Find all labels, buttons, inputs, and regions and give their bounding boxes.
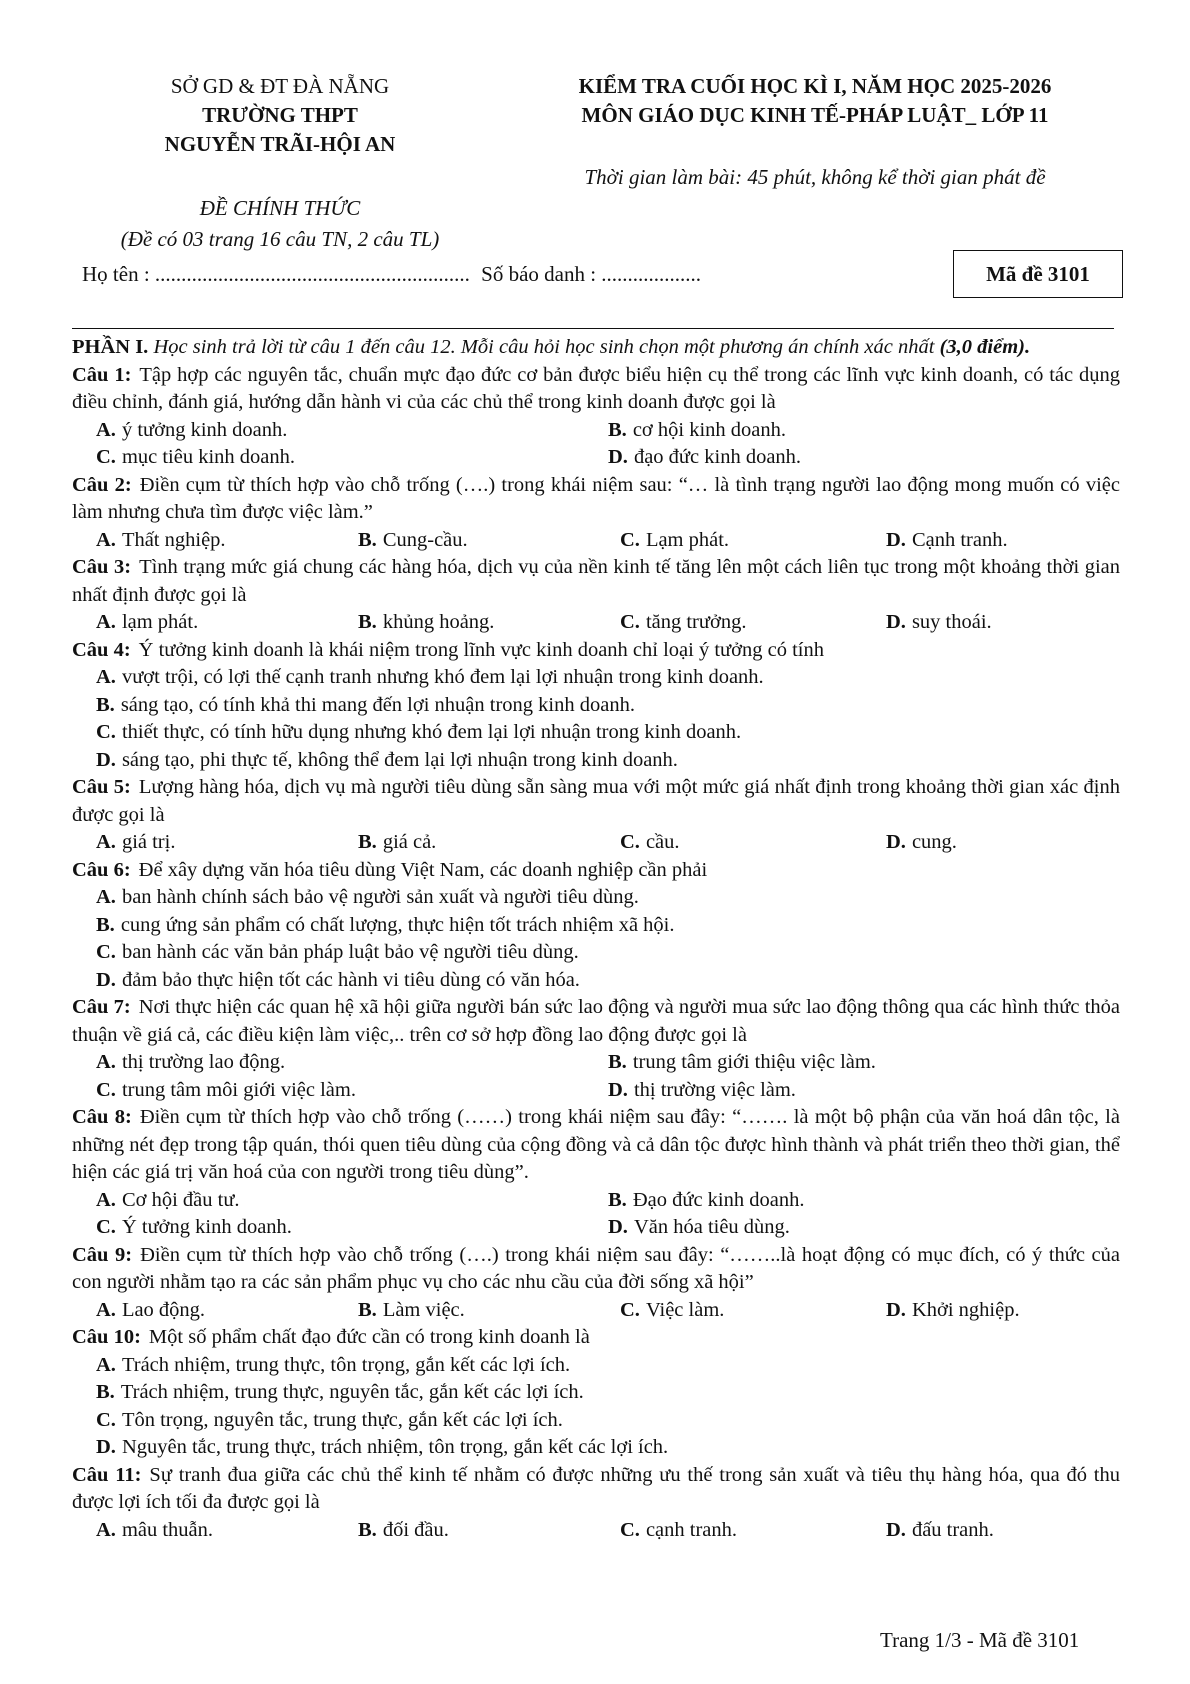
option-text: Lao động. [121,1298,206,1321]
school-header [100,72,460,159]
question-6 [72,857,1120,995]
student-info-line [82,262,701,287]
option-text: Làm việc. [382,1298,465,1321]
option-letter: B. [96,693,115,716]
option-text: thiết thực, có tính hữu dụng nhưng khó đem lại lợi nhuận trong kinh doanh. [121,721,742,743]
option-letter: A. [96,1188,116,1211]
option-text: ban hành chính sách bảo vệ người sản xuất và người tiêu dùng. [121,886,639,908]
question-3 [72,554,1120,637]
question-number: Câu 4: [72,638,131,661]
option-d [886,527,1116,555]
option-text: Tôn trọng, nguyên tắc, trung thực, gắn kết các lợi ích. [121,1408,563,1431]
option-b [72,1379,1120,1407]
question-stem [72,1104,1120,1187]
option-a [72,664,1120,692]
option-letter: D. [886,1298,906,1321]
question-text: Lượng hàng hóa, dịch vụ mà người tiêu dùng sẵn sàng mua với một mức giá nhất định trong khoảng thời gian xác định được gọi là [72,776,1120,826]
part-points: (3,0 điểm). [939,336,1031,358]
question-1 [72,362,1120,472]
option-b [358,609,620,637]
option-c [620,829,886,857]
question-number: Câu 2: [72,473,132,496]
option-a [72,884,1120,912]
question-8 [72,1104,1120,1242]
option-b [72,912,1120,940]
exam-code: Mã đề 3101 [986,261,1090,286]
options-row [72,609,1120,637]
option-d [886,1297,1116,1325]
option-letter: D. [96,748,116,771]
question-stem [72,1242,1120,1297]
option-text: Đạo đức kinh doanh. [632,1188,805,1211]
option-letter: C. [96,1216,116,1238]
option-b [358,527,620,555]
option-letter: C. [96,941,116,963]
question-9 [72,1242,1120,1325]
options-row [72,527,1120,555]
options-row [72,1077,1120,1105]
option-d [72,967,1120,995]
question-7 [72,994,1120,1104]
option-text: thị trường lao động. [121,1051,286,1073]
part-instruction [72,334,1120,362]
options-row [72,829,1120,857]
option-letter: C. [620,1518,640,1541]
question-2 [72,472,1120,555]
option-text: đấu tranh. [911,1518,994,1541]
official-note [100,193,460,255]
option-c [620,1517,886,1545]
option-letter: D. [608,1216,628,1238]
option-letter: D. [886,831,906,853]
exam-title: KIỂM TRA CUỐI HỌC KÌ I, NĂM HỌC 2025-2026 [578,74,1052,98]
question-4 [72,637,1120,775]
option-d [72,1434,1120,1462]
pages-note: (Đề có 03 trang 16 câu TN, 2 câu TL) [120,227,440,251]
question-stem [72,1462,1120,1517]
option-b [358,829,620,857]
option-text: vượt trội, có lợi thế cạnh tranh nhưng khó đem lại lợi nhuận trong kinh doanh. [121,666,764,688]
question-text: Điền cụm từ thích hợp vào chỗ trống (….) trong khái niệm sau: “… là tình trạng người lao động mong muốn có việc làm nhưng chưa tìm được việc làm.” [72,473,1120,523]
option-text: Thất nghiệp. [121,528,226,551]
option-c [72,719,1120,747]
option-text: Việc làm. [645,1298,725,1321]
question-text: Ý tưởng kinh doanh là khái niệm trong lĩnh vực kinh doanh chỉ loại ý tưởng có tính [138,638,824,661]
option-letter: A. [96,886,116,908]
option-text: ý tưởng kinh doanh. [121,418,288,441]
question-number: Câu 6: [72,858,131,881]
option-text: suy thoái. [911,611,992,633]
option-b [358,1297,620,1325]
name-field: Họ tên : ............................................................ [82,262,470,286]
option-b [608,1187,1120,1215]
school-name-line1: TRƯỜNG THPT [202,103,358,127]
question-number: Câu 3: [72,556,132,578]
option-letter: D. [886,528,906,551]
question-stem [72,1324,1120,1352]
option-letter: B. [358,611,377,633]
question-section [72,334,1120,1544]
option-text: đảm bảo thực hiện tốt các hành vi tiêu dùng có văn hóa. [121,968,580,991]
official-label: ĐỀ CHÍNH THỨC [199,196,361,220]
option-letter: A. [96,611,116,633]
options-row [72,417,1120,445]
option-a [96,417,608,445]
question-stem [72,362,1120,417]
divider [72,328,1114,329]
option-d [886,1517,1116,1545]
option-text: cơ hội kinh doanh. [632,418,786,441]
question-10 [72,1324,1120,1462]
option-b [608,417,1120,445]
option-letter: B. [358,1298,377,1321]
option-b [608,1049,1120,1077]
option-letter: D. [608,1078,628,1101]
question-number: Câu 5: [72,776,131,798]
question-number: Câu 8: [72,1106,132,1128]
option-d [72,747,1120,775]
option-text: tăng trưởng. [645,611,747,633]
option-c [96,444,608,472]
option-text: Nguyên tắc, trung thực, trách nhiệm, tôn trọng, gắn kết các lợi ích. [121,1436,669,1458]
option-text: Cạnh tranh. [911,528,1008,551]
options-row [72,1049,1120,1077]
option-letter: D. [886,1518,906,1541]
option-letter: B. [608,1188,627,1211]
options-row [72,1297,1120,1325]
option-text: Lạm phát. [645,528,730,551]
question-text: Nơi thực hiện các quan hệ xã hội giữa người bán sức lao động và người mua sức lao động thông qua các hình thức thỏa thuận về giá cả, các điều kiện làm việc,.. trên cơ sở hợp đồng lao động được gọi là [72,996,1120,1046]
option-letter: C. [620,528,640,551]
option-letter: C. [96,1078,116,1101]
department: SỞ GD & ĐT ĐÀ NẴNG [170,74,390,98]
option-text: cung. [911,831,957,853]
option-d [608,1214,1120,1242]
option-letter: B. [608,1051,627,1073]
option-letter: C. [620,831,640,853]
option-d [608,444,1120,472]
option-c [620,527,886,555]
option-text: trung tâm giới thiệu việc làm. [632,1051,876,1073]
option-text: Văn hóa tiêu dùng. [633,1216,790,1238]
question-stem [72,554,1120,609]
option-letter: A. [96,528,116,551]
option-text: trung tâm môi giới việc làm. [121,1078,356,1101]
option-text: lạm phát. [121,611,199,633]
option-text: giá cả. [382,831,437,853]
option-letter: A. [96,1353,116,1376]
option-c [620,1297,886,1325]
option-b [358,1517,620,1545]
option-text: cầu. [645,831,680,853]
option-c [96,1077,608,1105]
option-a [96,527,358,555]
option-letter: B. [358,831,377,853]
option-letter: B. [358,528,377,551]
option-letter: C. [620,1298,640,1321]
option-a [96,1297,358,1325]
exam-code-box [953,250,1123,298]
option-letter: D. [886,611,906,633]
option-text: đạo đức kinh doanh. [633,446,802,468]
option-letter: B. [96,1381,115,1403]
option-text: Ý tưởng kinh doanh. [121,1216,292,1238]
option-letter: A. [96,666,116,688]
part-text: Học sinh trả lời từ câu 1 đến câu 12. Mỗi câu hỏi học sinh chọn một phương án chính xác nhất [153,336,935,358]
question-stem [72,857,1120,885]
option-text: Khởi nghiệp. [911,1298,1020,1321]
candidate-number-field: Số báo danh : ................... [481,262,702,286]
question-text: Tập hợp các nguyên tắc, chuẩn mực đạo đức cơ bản được biểu hiện cụ thể trong các lĩnh vực kinh doanh, có tác dụng điều chỉnh, đánh giá, hướng dẫn hành vi của các chủ thể trong kinh doanh được gọi là [72,363,1120,413]
question-number: Câu 7: [72,996,131,1018]
option-letter: D. [96,1436,116,1458]
question-stem [72,472,1120,527]
exam-subject: MÔN GIÁO DỤC KINH TẾ-PHÁP LUẬT_ LỚP 11 [581,103,1049,127]
option-b [72,692,1120,720]
option-a [72,1352,1120,1380]
question-stem [72,994,1120,1049]
question-text: Một số phẩm chất đạo đức cần có trong kinh doanh là [148,1326,590,1348]
option-text: sáng tạo, có tính khả thi mang đến lợi nhuận trong kinh doanh. [120,693,635,716]
question-number: Câu 11: [72,1463,142,1486]
option-text: Cung-cầu. [382,528,468,551]
option-text: cung ứng sản phẩm có chất lượng, thực hiện tốt trách nhiệm xã hội. [120,913,675,936]
option-text: khủng hoảng. [382,611,495,633]
option-letter: C. [96,446,116,468]
option-letter: B. [358,1518,377,1541]
question-text: Sự tranh đua giữa các chủ thể kinh tế nhằm có được những ưu thế trong sản xuất và tiêu thụ hàng hóa, qua đó thu được lợi ích tối đa được gọi là [72,1463,1120,1513]
option-text: mâu thuẫn. [121,1518,214,1541]
option-text: giá trị. [121,831,176,853]
option-text: mục tiêu kinh doanh. [121,446,296,468]
options-row [72,444,1120,472]
option-a [96,1049,608,1077]
option-letter: A. [96,831,116,853]
school-name-line2: NGUYỄN TRÃI-HỘI AN [164,132,396,156]
option-letter: A. [96,1051,116,1073]
option-text: ban hành các văn bản pháp luật bảo vệ người tiêu dùng. [121,941,579,963]
option-text: Trách nhiệm, trung thực, nguyên tắc, gắn kết các lợi ích. [120,1381,584,1403]
option-letter: D. [608,446,628,468]
question-text: Tình trạng mức giá chung các hàng hóa, dịch vụ của nền kinh tế tăng lên một cách liên tục trong một khoảng thời gian nhất định được gọi là [72,556,1120,606]
question-stem [72,774,1120,829]
question-5 [72,774,1120,857]
question-stem [72,637,1120,665]
option-letter: A. [96,1298,116,1321]
option-letter: B. [96,913,115,936]
option-letter: A. [96,418,116,441]
option-d [886,829,1116,857]
question-text: Điền cụm từ thích hợp vào chỗ trống (……) trong khái niệm sau đây: “……. là một bộ phận của văn hoá dân tộc, là những nét đẹp trong tập quán, thói quen tiêu dùng của cộng đồng và cả dân tộc được hình thành và phát triển theo thời gian, thể hiện các giá trị văn hoá của con người trong tiêu dùng”. [72,1106,1120,1183]
options-row [72,1214,1120,1242]
option-c [96,1214,608,1242]
part-label: PHẦN I. [72,336,149,358]
option-text: thị trường việc làm. [633,1078,796,1101]
option-text: Cơ hội đầu tư. [121,1188,240,1211]
option-d [608,1077,1120,1105]
question-11 [72,1462,1120,1545]
question-number: Câu 10: [72,1326,141,1348]
question-number: Câu 1: [72,363,132,386]
option-a [96,829,358,857]
option-text: đối đầu. [382,1518,449,1541]
question-text: Để xây dựng văn hóa tiêu dùng Việt Nam, các doanh nghiệp cần phải [138,858,708,881]
option-a [96,609,358,637]
exam-header [510,72,1120,130]
question-list [72,362,1120,1545]
option-letter: C. [620,611,640,633]
option-letter: C. [96,721,116,743]
option-text: cạnh tranh. [645,1518,738,1541]
option-letter: B. [608,418,627,441]
option-d [886,609,1116,637]
question-text: Điền cụm từ thích hợp vào chỗ trống (….) trong khái niệm sau đây: “……..là hoạt động có mục đích, có ý thức của con người nhằm tạo ra các sản phẩm phục vụ cho các nhu cầu của đời sống xã hội” [72,1243,1120,1293]
option-text: Trách nhiệm, trung thực, tôn trọng, gắn kết các lợi ích. [121,1353,571,1376]
question-number: Câu 9: [72,1243,133,1266]
option-c [72,939,1120,967]
option-letter: A. [96,1518,116,1541]
options-row [72,1517,1120,1545]
option-c [72,1407,1120,1435]
option-letter: C. [96,1408,116,1431]
page-footer: Trang 1/3 - Mã đề 3101 [880,1628,1080,1652]
option-a [96,1517,358,1545]
exam-duration: Thời gian làm bài: 45 phút, không kể thời gian phát đề [584,165,1046,189]
option-text: sáng tạo, phi thực tế, không thể đem lại lợi nhuận trong kinh doanh. [121,748,678,771]
option-a [96,1187,608,1215]
options-row [72,1187,1120,1215]
option-letter: D. [96,968,116,991]
option-c [620,609,886,637]
